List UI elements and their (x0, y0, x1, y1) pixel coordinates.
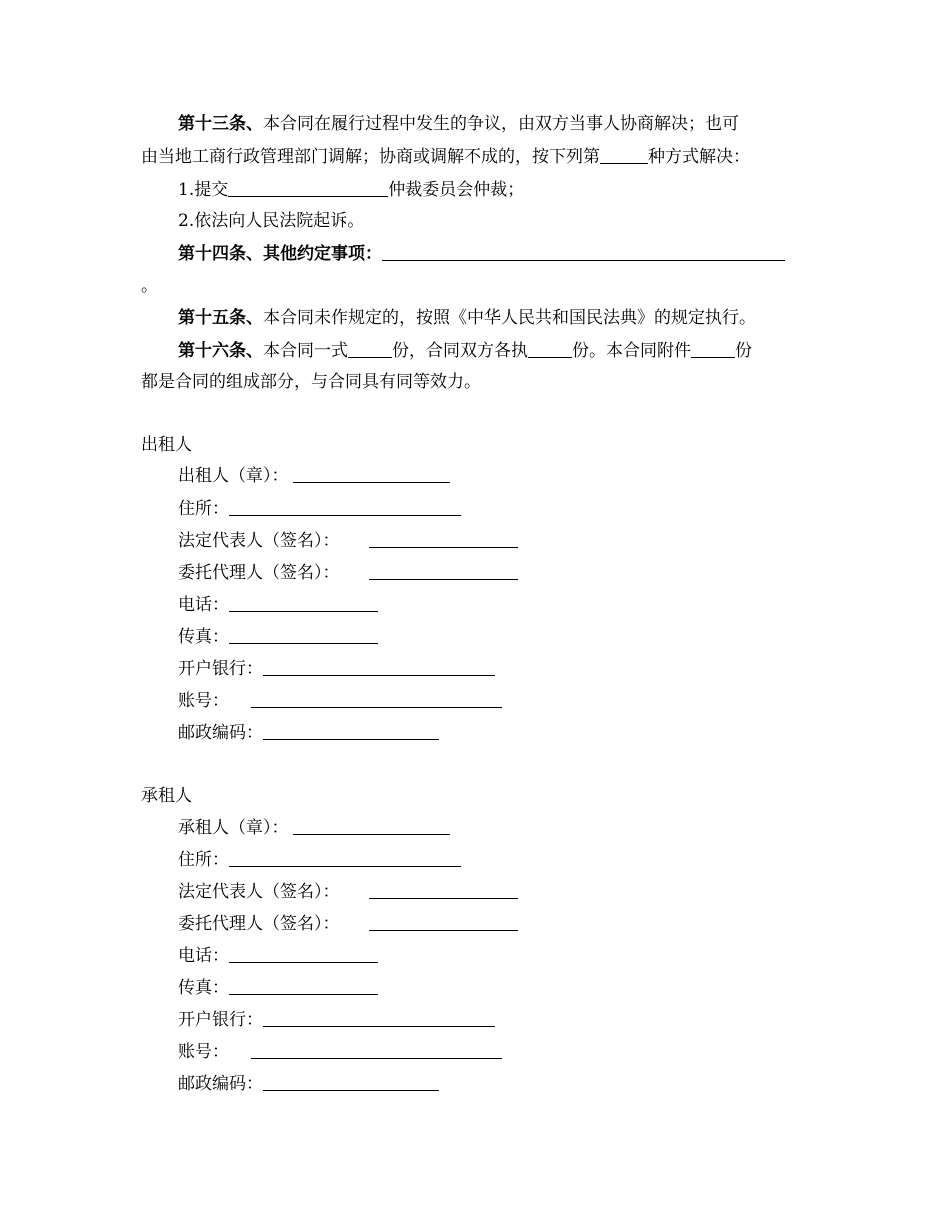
lessor-phone-row: 电话： (178, 593, 378, 617)
lessor-heading: 出租人 (141, 435, 192, 455)
lessor-bank-row: 开户银行： (178, 657, 495, 681)
lessee-bank-field[interactable] (263, 1009, 495, 1027)
article-14-line-1 (178, 242, 785, 266)
article-13-line-1: 第十三条、本合同在履行过程中发生的争议，由双方当事人协商解决；也可 (178, 114, 739, 134)
lessee-fax-row: 传真： (178, 976, 378, 1000)
lessee-postcode-field[interactable] (263, 1073, 439, 1091)
lessee-agent-field[interactable] (369, 913, 518, 931)
lessee-legal-rep-row: 法定代表人（签名）： (178, 880, 518, 904)
blank-copies-total[interactable] (348, 340, 392, 358)
blank-attachments[interactable] (691, 340, 735, 358)
lessee-heading: 承租人 (141, 786, 192, 806)
lessor-fax-row: 传真： (178, 625, 378, 649)
lessor-legal-rep-field[interactable] (369, 530, 518, 548)
lessor-postcode-row: 邮政编码： (178, 721, 439, 745)
lessor-agent-row: 委托代理人（签名）： (178, 561, 518, 585)
blank-other-terms[interactable] (382, 243, 785, 261)
lessee-address-field[interactable] (229, 849, 461, 867)
blank-method-number[interactable] (600, 146, 648, 164)
article-14-title: 第十四条、其他约定事项： (178, 244, 382, 264)
lessee-legal-rep-field[interactable] (369, 881, 518, 899)
article-16-line-2: 都是合同的组成部分，与合同具有同等效力。 (141, 372, 481, 392)
lessor-fax-field[interactable] (229, 626, 378, 644)
lessee-account-row: 账号： (178, 1040, 502, 1064)
article-13-line-2: 由当地工商行政管理部门调解；协商或调解不成的，按下列第 种方式解决： (141, 147, 750, 167)
lessor-address-field[interactable] (229, 498, 461, 516)
blank-arbitration-commission[interactable] (228, 179, 388, 197)
lessee-phone-row: 电话： (178, 944, 378, 968)
lessor-legal-rep-row: 法定代表人（签名）： (178, 529, 518, 553)
lessor-seal-field[interactable] (293, 465, 450, 483)
lessee-phone-field[interactable] (229, 945, 378, 963)
article-13-option-2: 2.依法向人民法院起诉。 (178, 211, 365, 231)
lessee-address-row: 住所： (178, 848, 461, 872)
lessee-fax-field[interactable] (229, 977, 378, 995)
lessor-agent-field[interactable] (369, 562, 518, 580)
lessee-agent-row: 委托代理人（签名）： (178, 912, 518, 936)
article-14-end: 。 (141, 276, 158, 296)
blank-copies-each[interactable] (528, 340, 572, 358)
lessor-phone-field[interactable] (229, 594, 378, 612)
lessee-account-field[interactable] (251, 1041, 502, 1059)
article-16-title: 第十六条、 (178, 341, 263, 361)
article-16-line-1: 第十六条、本合同一式 份，合同双方各执 份。本合同附件 份 (178, 341, 752, 361)
article-13-option-1: 1.提交 仲裁委员会仲裁； (178, 180, 525, 200)
lessor-account-field[interactable] (251, 690, 502, 708)
article-13-title: 第十三条、 (178, 114, 263, 134)
article-15-title: 第十五条、 (178, 308, 263, 328)
article-15: 第十五条、本合同未作规定的，按照《中华人民共和国民法典》的规定执行。 (178, 308, 756, 328)
lessee-seal-field[interactable] (293, 817, 450, 835)
lessor-bank-field[interactable] (263, 658, 495, 676)
lessee-postcode-row: 邮政编码： (178, 1072, 439, 1096)
lessor-account-row: 账号： (178, 689, 502, 713)
lessor-postcode-field[interactable] (263, 722, 439, 740)
lessee-seal-row: 承租人（章）： (178, 816, 450, 840)
lessor-seal-row: 出租人（章）： (178, 464, 450, 488)
lessee-bank-row: 开户银行： (178, 1008, 495, 1032)
lessor-address-row: 住所： (178, 497, 461, 521)
